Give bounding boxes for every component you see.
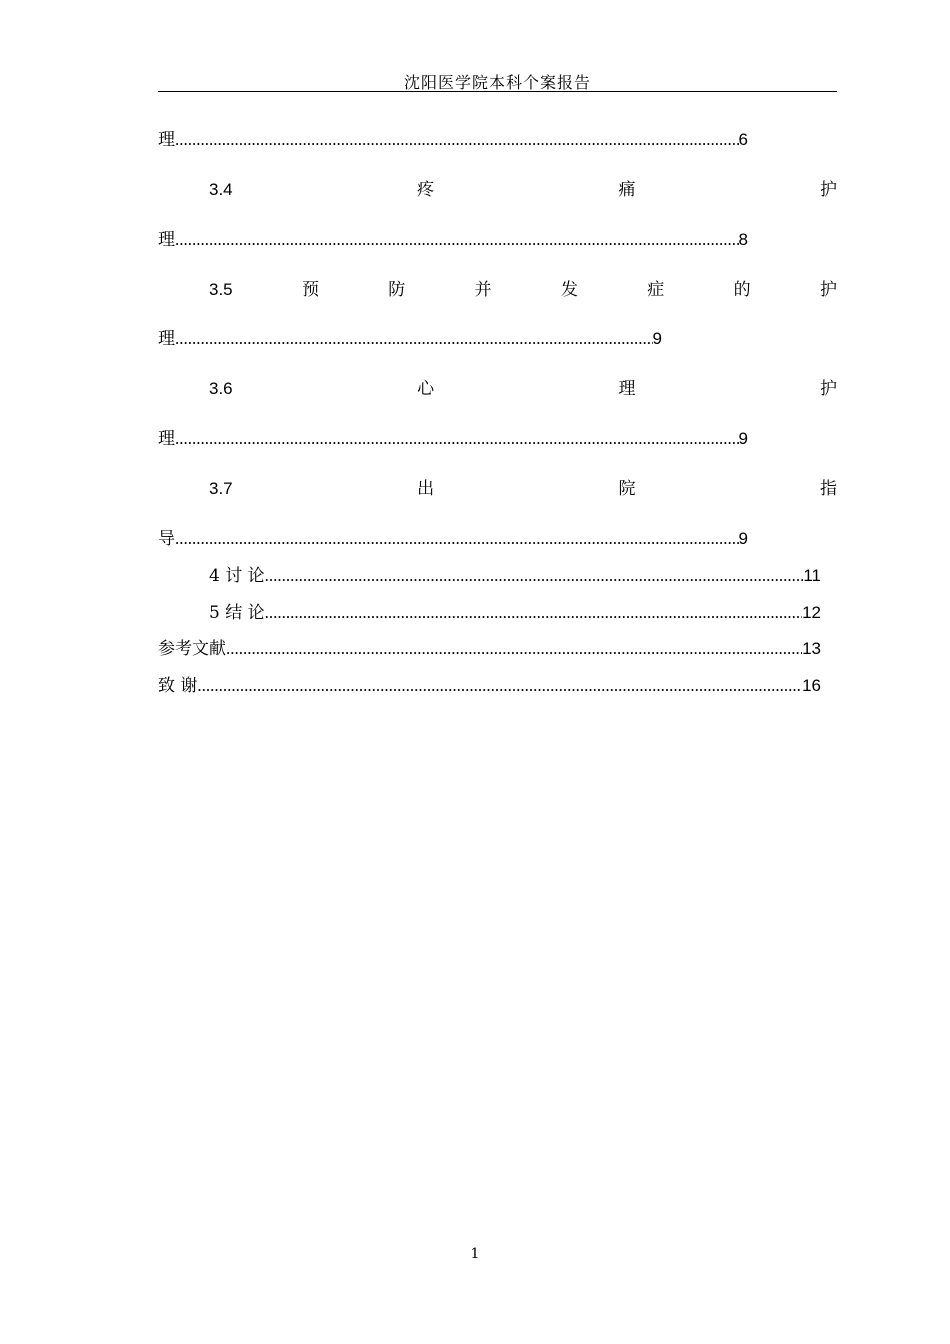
toc-entry-label: 5 结 论 [209,603,265,623]
toc-leader-dots [175,129,739,151]
toc-page-number: 8 [738,230,748,249]
toc-entry-label: 致 谢 [158,676,198,696]
toc-page-number: 11 [803,566,821,585]
toc-title-char: 心 [417,379,435,399]
toc-entry-tail: 理 [158,230,175,250]
toc-title-char: 发 [560,280,578,300]
toc-section-number: 3.7 [209,479,233,498]
toc-entry-tail: 理 [158,130,175,150]
toc-title-char: 护 [820,379,837,399]
toc-entry-3-7-continuation[interactable] [158,528,748,550]
toc-title-char: 理 [618,379,636,399]
toc-leader-dots [265,602,802,624]
toc-entry-discussion[interactable] [209,565,821,587]
toc-entry-acknowledgements[interactable] [158,675,821,697]
toc-title-char: 并 [474,280,492,300]
toc-title-char: 护 [819,280,837,300]
toc-title-char: 预 [301,280,319,300]
toc-section-number: 3.4 [209,180,233,199]
toc-page-number: 9 [652,329,662,348]
toc-page-number: 9 [738,529,748,548]
toc-page-number: 6 [738,130,748,149]
toc-entry-references[interactable] [158,638,821,660]
toc-entry-label: 参考文献 [158,639,226,659]
toc-entry-tail: 理 [158,329,175,349]
toc-page-number: 9 [738,429,748,448]
toc-entry-3-5-continuation[interactable] [158,328,662,350]
toc-title-char: 防 [388,280,406,300]
toc-entry-continuation[interactable] [158,129,748,151]
toc-title-char: 痛 [618,180,636,200]
toc-entry-3-5[interactable] [158,279,837,301]
toc-page-number: 12 [802,603,821,622]
toc-section-number: 3.5 [209,280,233,299]
toc-entry-conclusion[interactable] [209,602,821,624]
toc-entry-3-6-continuation[interactable] [158,428,748,450]
toc-page-number: 16 [802,676,821,695]
toc-leader-dots [226,638,802,660]
header-divider [158,91,837,92]
toc-entry-3-7[interactable] [158,478,837,500]
toc-entry-3-4[interactable] [158,179,837,201]
toc-title-char: 症 [647,280,665,300]
toc-leader-dots [175,229,739,251]
toc-title-char: 护 [820,180,837,200]
toc-entry-3-4-continuation[interactable] [158,229,748,251]
page-number: 1 [470,1246,480,1262]
toc-title-char: 出 [417,479,435,499]
toc-leader-dots [197,675,802,697]
toc-title-char: 指 [820,479,837,499]
toc-entry-label: 4 讨 论 [209,566,265,586]
toc-entry-tail: 理 [158,429,175,449]
toc-leader-dots [175,528,739,550]
toc-page-number: 13 [802,639,821,658]
toc-leader-dots [175,328,653,350]
toc-title-char: 的 [733,280,751,300]
toc-leader-dots [175,428,739,450]
toc-section-number: 3.6 [209,379,233,398]
toc-title-char: 疼 [417,180,435,200]
toc-entry-tail: 导 [158,529,175,549]
toc-entry-3-6[interactable] [158,378,837,400]
toc-leader-dots [265,565,804,587]
page-header-title: 沈阳医学院本科个案报告 [403,73,591,92]
toc-title-char: 院 [618,479,636,499]
